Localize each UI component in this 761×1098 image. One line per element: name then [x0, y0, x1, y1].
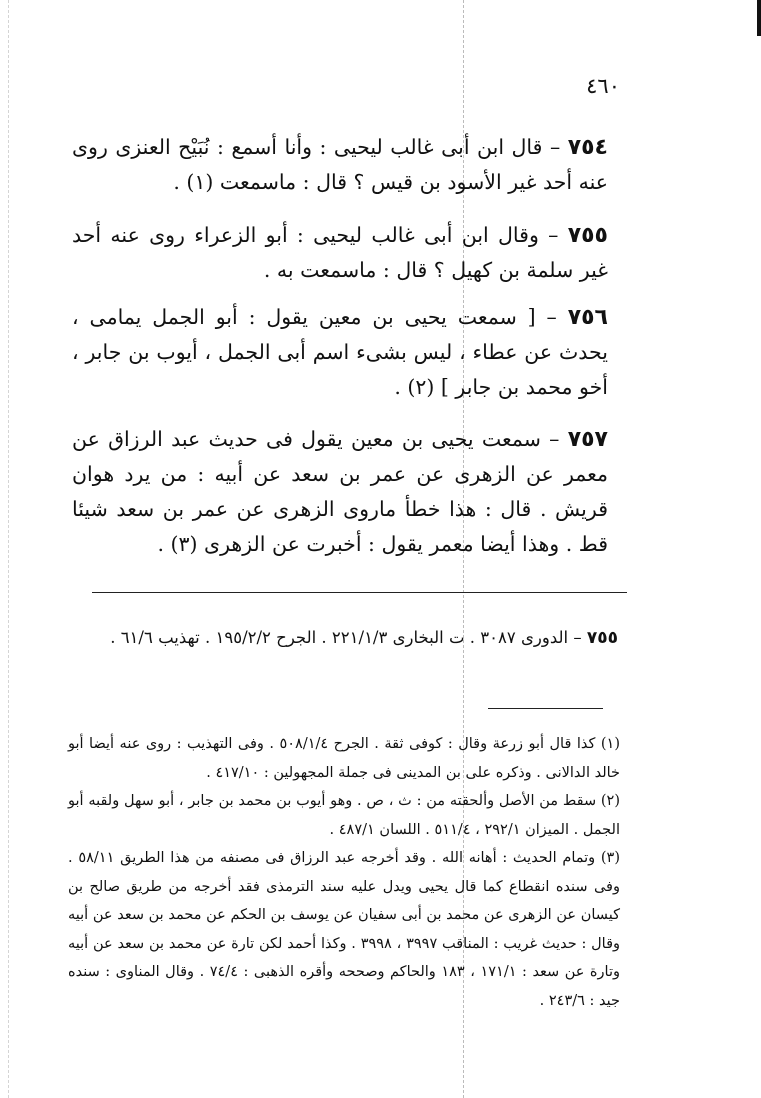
entry-number: ٧٥٥ [567, 223, 608, 248]
footnote-2: (٢) سقط من الأصل وألحقته من : ث ، ص . وهو أيوب بن محمد بن جابر ، أبو سهل ولقبه أبو الجمل . الميزان ٢٩٢/١ ، ٥١١/٤ . اللسان ٤٨٧/١ . [68, 793, 620, 838]
entry-number: ٧٥٧ [567, 427, 608, 452]
references-entry-number: ٧٥٥ [586, 628, 618, 648]
entry-text: – سمعت يحيى بن معين يقول فى حديث عبد الرزاق عن معمر عن الزهرى عن عمر بن سعد عن أبيه : من يرد هوان قريش . قال : هذا خطأ ماروى الزهرى عن عمر بن سعد شيئا قط . وهذا أيضا معمر يقول : أخبرت عن الزهرى (٣) . [72, 427, 608, 556]
entry-number: ٧٥٦ [567, 305, 608, 330]
references-text: – الدورى ٣٠٨٧ . ت البخارى ٢٢١/١/٣ . الجرح ١٩٥/٢/٢ . تهذيب ٦١/٦ . [110, 628, 582, 647]
scan-corner-mark [757, 0, 761, 36]
footnote-3: (٣) وتمام الحديث : أهانه الله . وقد أخرجه عبد الرزاق فى مصنفه من هذا الطريق ٥٨/١١ . وفى سنده انقطاع كما قال يحيى ويدل عليه سند الترمذى فقد أخرجه من طريق صالح بن كيسان عن الزهرى عن محمد بن أبى سفيان عن يوسف بن الحكم عن محمد بن سعد عن أبيه وقال : حديث غريب : المناقب ٣٩٩٧ ، ٣٩٩٨ . وكذا أحمد لكن تارة عن محمد بن سعد عن أبيه وتارة عن سعد : ١٧١/١ ، ١٨٣ والحاكم وصححه وأقره الذهبى : ٧٤/٤ . وقال المناوى : سنده جيد : ٢٤٣/٦ . [68, 850, 621, 1009]
footnote-divider [488, 708, 603, 709]
entry-754 [72, 130, 608, 200]
entry-757 [72, 422, 608, 562]
footnote-1: (١) كذا قال أبو زرعة وقال : كوفى ثقة . الجرح ٥٠٨/١/٤ . وفى التهذيب : روى عنه أيضا أبو خالد الدالانى . وذكره على بن المدينى فى جملة المجهولين : ٤١٧/١٠ . [68, 736, 621, 781]
footnotes-block [68, 730, 620, 1015]
entry-755 [72, 218, 608, 288]
entry-756 [72, 300, 608, 405]
scan-edge-line [8, 0, 9, 1098]
page-number: ٤٦٠ [586, 74, 620, 98]
entry-text: – [ سمعت يحيى بن معين يقول : أبو الجمل يمامى ، يحدث عن عطاء ، ليس بشىء اسم أبى الجمل ، أيوب بن جابر ، أخو محمد بن جابر ] (٢) . [72, 305, 608, 399]
entry-number: ٧٥٤ [567, 135, 608, 160]
entry-text: – وقال ابن أبى غالب ليحيى : أبو الزعراء روى عنه أحد غير سلمة بن كهيل ؟ قال : ماسمعت به . [72, 223, 608, 282]
entry-text: – قال ابن أبى غالب ليحيى : وأنا أسمع : نُبَيْح العنزى روى عنه أحد غير الأسود بن قيس ؟ قال : ماسمعت (١) . [72, 135, 608, 194]
references-block [66, 622, 618, 654]
section-divider [92, 592, 627, 593]
